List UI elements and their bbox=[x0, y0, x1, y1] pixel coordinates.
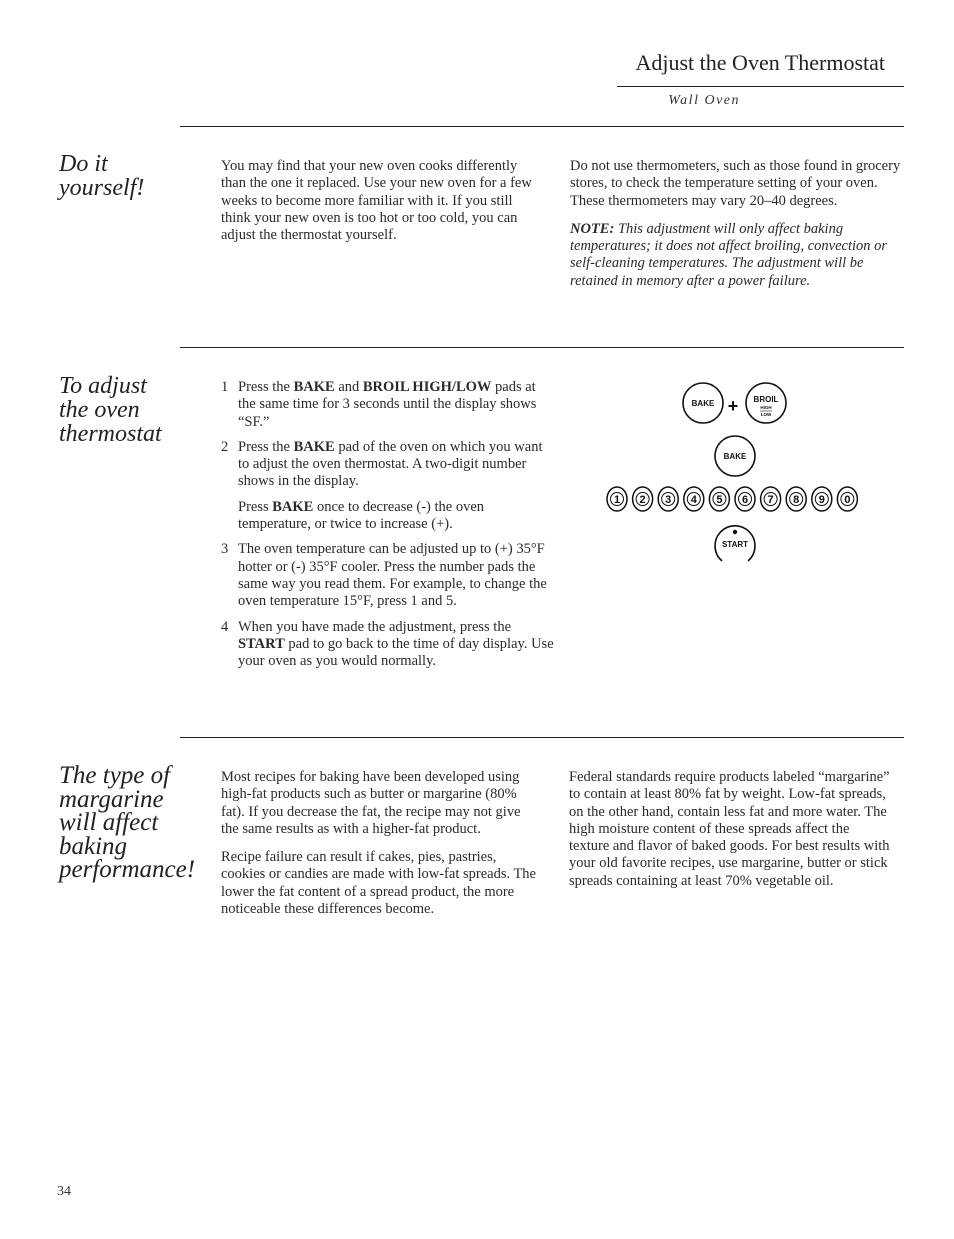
number-pad-label: 7 bbox=[767, 494, 774, 506]
step-number: 1 bbox=[221, 379, 229, 395]
bake-pad[interactable] bbox=[683, 383, 723, 423]
number-pad-label: 0 bbox=[844, 494, 851, 506]
do-it-yourself-column-2 bbox=[570, 158, 905, 301]
number-pad-label: 1 bbox=[613, 494, 621, 506]
section-divider bbox=[180, 347, 904, 348]
heading-line: yourself! bbox=[59, 175, 145, 201]
number-pad-0[interactable] bbox=[837, 487, 857, 511]
text-run: pads at the same time for 3 seconds until the display shows “SF.” bbox=[238, 379, 537, 430]
number-pad-label: 9 bbox=[818, 494, 825, 506]
text-run: pad to go back to the time of day display. Use your oven as you would normally. bbox=[238, 635, 554, 670]
section-divider bbox=[180, 126, 904, 127]
paragraph: Recipe failure can result if cakes, pies, pastries, cookies or candies are made with low-fat spreads. The lower the fat content of a spread product, the more noticeable these differences become. bbox=[221, 849, 536, 918]
text-run: Press bbox=[238, 498, 273, 515]
heading-line: will affect bbox=[59, 809, 159, 836]
bold-run: BAKE bbox=[293, 379, 335, 395]
start-pad-label: START bbox=[721, 540, 749, 549]
heading-line: thermostat bbox=[59, 421, 162, 447]
heading-line: margarine bbox=[59, 785, 164, 813]
text-run: and bbox=[334, 379, 363, 395]
heading-line: the oven bbox=[59, 397, 140, 423]
section-heading-margarine bbox=[59, 764, 195, 882]
step-number: 4 bbox=[221, 618, 229, 635]
start-pad[interactable] bbox=[715, 526, 755, 561]
page-subtitle: Wall Oven bbox=[668, 93, 740, 108]
adjust-steps bbox=[221, 379, 556, 678]
heading-line: performance! bbox=[59, 856, 196, 883]
number-pad-label: 3 bbox=[665, 494, 672, 506]
number-pad-label: 4 bbox=[690, 494, 697, 506]
section-heading-adjust-thermostat bbox=[59, 374, 162, 446]
number-pad-5[interactable] bbox=[709, 487, 729, 511]
step-number: 3 bbox=[221, 541, 229, 558]
number-pad-6[interactable] bbox=[735, 487, 755, 511]
step-number: 2 bbox=[221, 438, 229, 455]
number-pads bbox=[607, 487, 857, 511]
broil-pad-label: BROIL bbox=[753, 395, 779, 404]
text-run: once to decrease (-) the oven temperature, or twice to increase (+). bbox=[238, 498, 485, 533]
note-paragraph bbox=[570, 221, 905, 290]
bold-run: BAKE bbox=[293, 438, 335, 455]
step-2 bbox=[221, 439, 556, 533]
number-pad-9[interactable] bbox=[812, 487, 832, 511]
number-pad-4[interactable] bbox=[684, 487, 704, 511]
note-text: This adjustment will only affect baking temperatures; it does not affect broiling, convection or self-cleaning temperatures. The adjustment will be retained in memory after a power failure. bbox=[570, 220, 888, 289]
note-label: NOTE: bbox=[570, 220, 615, 237]
step-text: The oven temperature can be adjusted up to (+) 35°F hotter or (-) 35°F cooler. Press the number pads the same way you read them. For example, to change the oven temperature 15°F, press 1 and 5. bbox=[238, 541, 547, 610]
high-label: HIGH bbox=[760, 405, 772, 410]
number-pad-1[interactable] bbox=[607, 487, 627, 511]
bold-run: BROIL HIGH/LOW bbox=[362, 379, 492, 395]
page-number: 34 bbox=[57, 1184, 71, 1199]
text-run: Press the bbox=[238, 438, 294, 455]
number-pad-3[interactable] bbox=[658, 487, 678, 511]
number-pad-7[interactable] bbox=[761, 487, 781, 511]
keypad-illustration bbox=[600, 378, 890, 578]
title-divider bbox=[617, 86, 904, 87]
bake-pad-label: BAKE bbox=[723, 452, 747, 461]
step-4 bbox=[221, 619, 556, 671]
text-run: Press the bbox=[238, 379, 294, 395]
do-it-yourself-column-1 bbox=[221, 158, 541, 255]
bake-pad-label: BAKE bbox=[691, 399, 715, 408]
number-pad-8[interactable] bbox=[786, 487, 806, 511]
paragraph: Most recipes for baking have been developed using high-fat products such as butter or margarine (80% fat). If you decrease the fat, the recipe may not give the same results as with a higher-fat product. bbox=[221, 769, 521, 837]
number-pad-label: 5 bbox=[716, 494, 723, 506]
bold-run: START bbox=[238, 635, 285, 652]
number-pad-label: 2 bbox=[639, 494, 646, 506]
number-pad-2[interactable] bbox=[633, 487, 653, 511]
heading-line: baking bbox=[59, 832, 128, 860]
step-1 bbox=[221, 379, 556, 431]
paragraph: Federal standards require products labeled “margarine” to contain at least 80% fat by weight. Low-fat spreads, on the other hand, contain less fat and more water. The high moisture content of these spreads affect the texture and flavor of baked goods. For best results with your old favorite recipes, use margarine, butter or stick spreads containing at least 70% vegetable oil. bbox=[569, 769, 890, 889]
number-pad-label: 6 bbox=[741, 494, 749, 506]
bake-pad-step2[interactable] bbox=[715, 436, 755, 476]
plus-sign: + bbox=[727, 396, 739, 416]
paragraph: Do not use thermometers, such as those found in grocery stores, to check the temperature setting of your oven. These thermometers may vary 20–40 degrees. bbox=[570, 158, 901, 209]
text-run: When you have made the adjustment, press the bbox=[238, 618, 512, 635]
section-divider bbox=[180, 737, 904, 738]
step-text bbox=[238, 619, 556, 671]
number-pad-label: 8 bbox=[793, 494, 800, 506]
step-subtext bbox=[238, 499, 556, 534]
step-text bbox=[238, 439, 556, 491]
heading-line: The type of bbox=[59, 762, 171, 789]
step-3 bbox=[221, 541, 556, 610]
heading-line: To adjust bbox=[59, 373, 147, 399]
bold-run: BAKE bbox=[272, 498, 314, 515]
paragraph: You may find that your new oven cooks differently than the one it replaced. Use your new oven for a few weeks to become more familiar with it. If you still think your new oven is too hot or too cold, you can adjust the thermostat yourself. bbox=[221, 158, 532, 244]
step-text bbox=[238, 379, 556, 431]
broil-high-low-pad[interactable] bbox=[746, 383, 786, 423]
section-heading-do-it-yourself bbox=[59, 152, 144, 200]
heading-line: Do it bbox=[59, 151, 108, 177]
margarine-column-1 bbox=[221, 769, 541, 929]
margarine-column-2 bbox=[569, 769, 891, 901]
page-title: Adjust the Oven Thermostat bbox=[635, 50, 885, 75]
low-label: LOW bbox=[760, 412, 772, 417]
text-run: pad of the oven on which you want to adjust the oven thermostat. A two-digit number shows in the display. bbox=[238, 438, 543, 490]
